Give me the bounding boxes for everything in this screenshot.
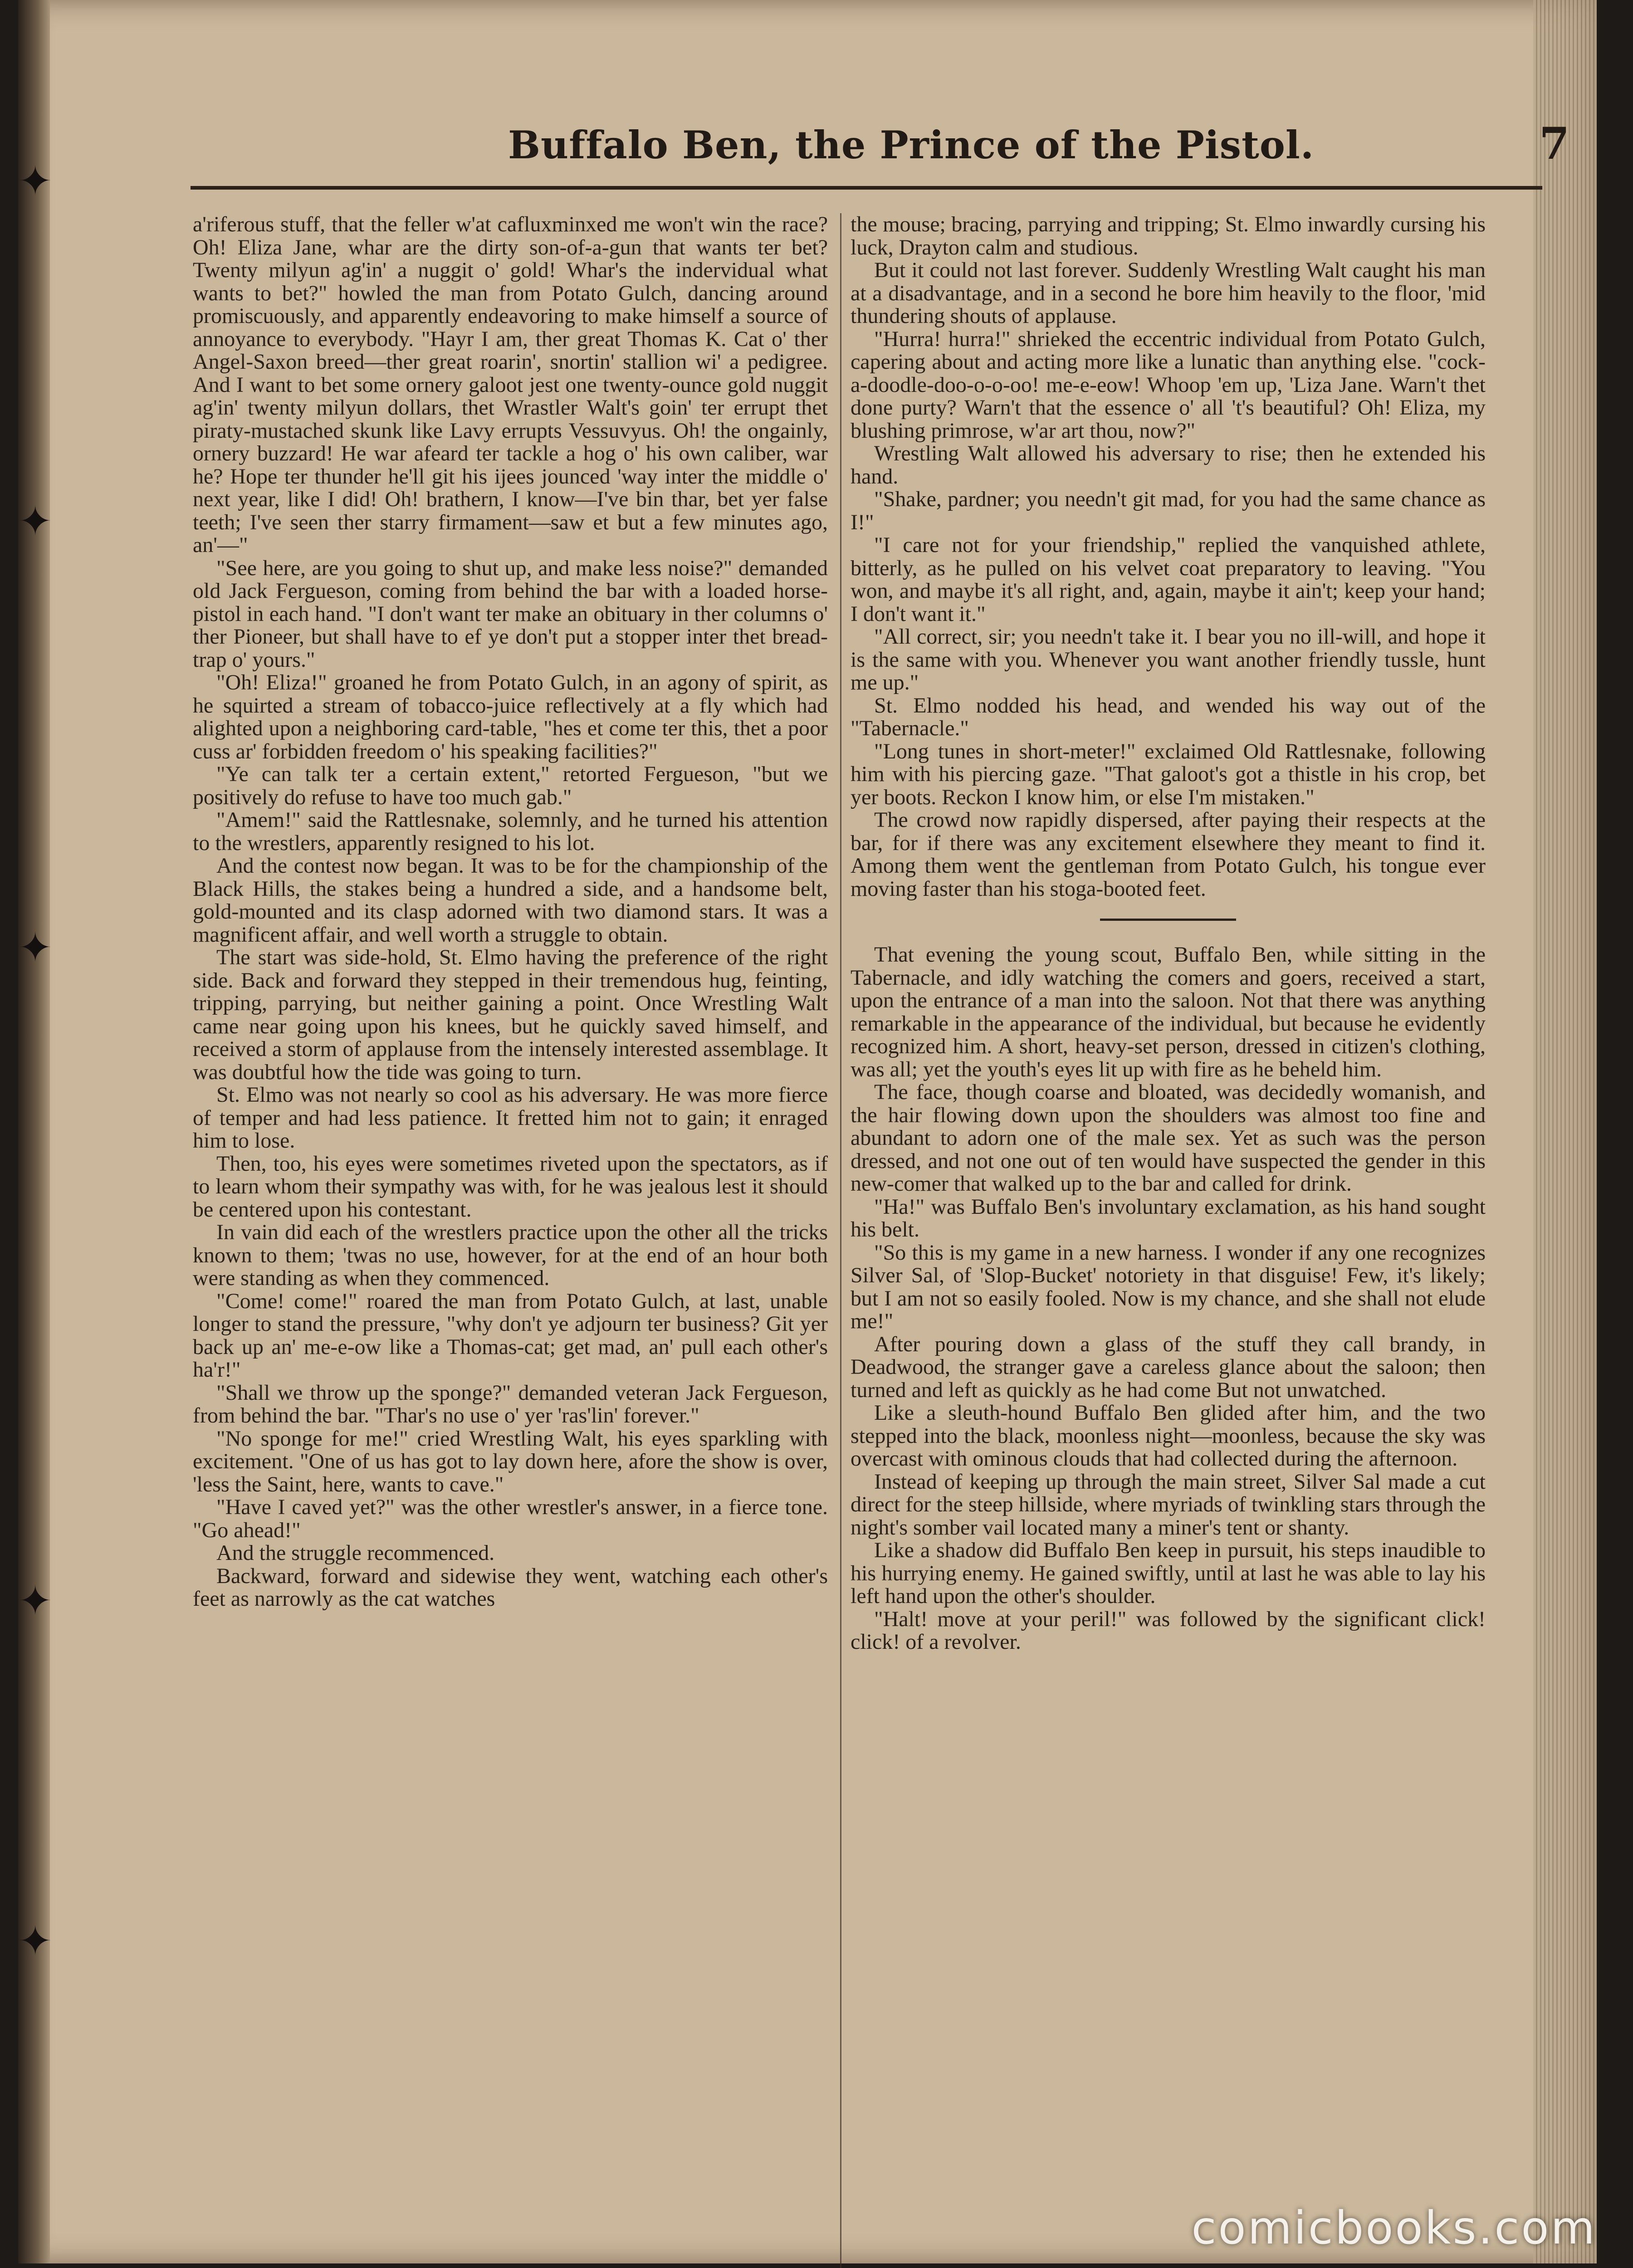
binding-stitch: ✦ bbox=[18, 1577, 53, 1625]
right-column bbox=[851, 213, 1486, 1654]
paragraph: "Oh! Eliza!" groaned he from Potato Gulch, in an agony of spirit, as he squirted a stream of tobacco-juice reflectively at a fly which had alighted upon a neighboring card-table, "hes et come ter this, thet a poor cuss ar' forbidden freedom o' his speaking facilities?" bbox=[193, 670, 828, 763]
column-divider bbox=[840, 213, 841, 2268]
paragraph: Like a shadow did Buffalo Ben keep in pursuit, his steps inaudible to his hurrying enemy. He gained swiftly, until at last he was able to lay his left hand upon the other's shoulder. bbox=[851, 1538, 1486, 1608]
binding-stitch: ✦ bbox=[18, 157, 53, 205]
paragraph: "Long tunes in short-meter!" exclaimed Old Rattlesnake, following him with his piercing gaze. "That galoot's got a thistle in his crop, bet yer boots. Reckon I know him, or else I'm mistaken." bbox=[851, 739, 1486, 809]
paragraph: St. Elmo nodded his head, and wended his way out of the "Tabernacle." bbox=[851, 693, 1486, 740]
paragraph: Like a sleuth-hound Buffalo Ben glided after him, and the two stepped into the black, moonless night—moonless, because the sky was overcast with ominous clouds that had collected during the afternoon. bbox=[851, 1401, 1486, 1471]
paragraph: But it could not last forever. Suddenly Wrestling Walt caught his man at a disadvantage, and in a second he bore him heavily to the floor, 'mid thundering shouts of applause. bbox=[851, 258, 1486, 328]
paragraph: "All correct, sir; you needn't take it. I bear you no ill-will, and hope it is the same with you. Whenever you want another friendly tussle, hunt me up." bbox=[851, 625, 1486, 694]
paragraph: the mouse; bracing, parrying and tripping; St. Elmo inwardly cursing his luck, Drayton calm and studious. bbox=[851, 212, 1486, 259]
scanned-page bbox=[18, 0, 1597, 2263]
header-rule bbox=[191, 186, 1542, 190]
paragraph: Instead of keeping up through the main street, Silver Sal made a cut direct for the steep hillside, where myriads of twinkling stars through the night's somber vail located many a miner's tent or shanty. bbox=[851, 1469, 1486, 1540]
paragraph: "See here, are you going to shut up, and make less noise?" demanded old Jack Fergueson, coming from behind the bar with a loaded horse-pistol in each hand. "I don't want ter make an obituary in ther columns o' ther Pioneer, but shall have to ef ye don't put a stopper inter thet bread-trap o' yours." bbox=[193, 556, 828, 672]
binding-stitch: ✦ bbox=[18, 924, 53, 972]
paragraph: "Have I caved yet?" was the other wrestler's answer, in a fierce tone. "Go ahead!" bbox=[193, 1495, 828, 1542]
paragraph: And the struggle recommenced. bbox=[216, 1541, 495, 1565]
paragraph: And the contest now began. It was to be for the championship of the Black Hills, the stakes being a hundred a side, and a handsome belt, gold-mounted and its clasp adorned with two diamond stars. It was a magnificent affair, and well worth a struggle to obtain. bbox=[193, 854, 828, 947]
paragraph: "Come! come!" roared the man from Potato Gulch, at last, unable longer to stand the pressure, "why don't ye adjourn ter business? Git yer back up an' me-e-ow like a Thomas-cat; get mad, an' pull each other's ha'r!" bbox=[193, 1289, 828, 1382]
page-header bbox=[191, 118, 1569, 177]
paragraph: After pouring down a glass of the stuff they call brandy, in Deadwood, the stranger gave a careless glance about the saloon; then turned and left as quickly as he had come But not unwatched. bbox=[851, 1332, 1486, 1402]
paragraph: Wrestling Walt allowed his adversary to rise; then he extended his hand. bbox=[851, 441, 1486, 489]
paragraph: St. Elmo was not nearly so cool as his adversary. He was more fierce of temper and had less patience. It fretted him not to gain; it enraged him to lose. bbox=[193, 1083, 828, 1153]
binding-stitch: ✦ bbox=[18, 1917, 53, 1965]
paragraph: "Halt! move at your peril!" was followed by the significant click! click! of a revolver. bbox=[851, 1607, 1486, 1654]
paragraph: "Shake, pardner; you needn't git mad, for you had the same chance as I!" bbox=[851, 487, 1486, 534]
binding-stitch: ✦ bbox=[18, 498, 53, 545]
page-number: 7 bbox=[1539, 118, 1569, 169]
paragraph: a'riferous stuff, that the feller w'at cafluxminxed me won't win the race? Oh! Eliza Jane, whar are the dirty son-of-a-gun that wants ter bet? Twenty milyun ag'in' a nuggit o' gold! Whar's the indervidual what wants to bet?" howled the man from Potato Gulch, dancing around promiscuously, and apparently endeavoring to make himself a source of annoyance to everybody. "Hayr I am, ther great Thomas K. Cat o' ther Angel-Saxon breed—ther great roarin', snortin' stallion wi' a pedigree. And I want to bet some ornery galoot jest one twenty-ounce gold nuggit ag'in' twenty milyun dollars, thet Wrastler Walt's goin' ter errupt thet piraty-mustached skunk like Lavy errupts Vessuvyus. Oh! the ongainly, ornery buzzard! He war afeard ter tackle a hog o' his own caliber, war he? Hope ter thunder he'll git his ijees jounced 'way inter the middle o' next year, like I did! Oh! brathern, I know—I've bin thar, bet yer false teeth; I've seen ther starry firmament—saw et but a few minutes ago, an'—" bbox=[193, 212, 828, 557]
paragraph: Then, too, his eyes were sometimes riveted upon the spectators, as if to learn whom their sympathy was with, for he was jealous lest it should be centered upon his contestant. bbox=[193, 1151, 828, 1222]
paragraph: "Shall we throw up the sponge?" demanded veteran Jack Fergueson, from behind the bar. "Thar's no use o' yer 'ras'lin' forever." bbox=[193, 1380, 828, 1427]
paragraph: "Hurra! hurra!" shrieked the eccentric individual from Potato Gulch, capering about and acting more like a lunatic than anything else. "cock-a-doodle-doo-o-o-oo! me-e-eow! Whoop 'em up, 'Liza Jane. Warn't thet done purty? Warn't that the essence o' all 't's beautiful? Oh! Eliza, my blushing primrose, w'ar art thou, now?" bbox=[851, 327, 1486, 443]
section-divider bbox=[1100, 919, 1236, 921]
paragraph: In vain did each of the wrestlers practice upon the other all the tricks known to them; 'twas no use, however, for at the end of an hour both were standing as when they commenced. bbox=[193, 1220, 828, 1290]
paragraph: "I care not for your friendship," replied the vanquished athlete, bitterly, as he pulled on his velvet coat preparatory to leaving. "You won, and maybe it's all right, and, again, maybe it ain't; keep your hand; I don't want it." bbox=[851, 533, 1486, 626]
paragraph: "No sponge for me!" cried Wrestling Walt, his eyes sparkling with excitement. "One of us has got to lay down here, afore the show is over, 'less the Saint, here, wants to cave." bbox=[193, 1426, 828, 1496]
paragraph: "So this is my game in a new harness. I wonder if any one recognizes Silver Sal, of 'Slop-Bucket' notoriety in that disguise! Few, it's likely; but I am not so easily fooled. Now is my chance, and she shall not elude me!" bbox=[851, 1240, 1486, 1333]
left-column bbox=[193, 213, 828, 1611]
paragraph: Backward, forward and sidewise they went, watching each other's feet as narrowly as the cat watches bbox=[193, 1564, 828, 1611]
watermark: comicbooks.com bbox=[1191, 2201, 1597, 2254]
paragraph: That evening the young scout, Buffalo Ben, while sitting in the Tabernacle, and idly watching the comers and goers, received a start, upon the entrance of a man into the saloon. Not that there was anything remarkable in the appearance of the individual, but because he evidently recognized him. A short, heavy-set person, dressed in citizen's clothing, was all; yet the youth's eyes lit up with fire as he beheld him. bbox=[851, 943, 1486, 1081]
running-title: Buffalo Ben, the Prince of the Pistol. bbox=[508, 122, 1315, 167]
paragraph: The crowd now rapidly dispersed, after paying their respects at the bar, for if there was any excitement elsewhere they meant to find it. Among them went the gentleman from Potato Gulch, his tongue ever moving faster than his stoga-booted feet. bbox=[851, 808, 1486, 901]
paragraph: The face, though coarse and bloated, was decidedly womanish, and the hair flowing down upon the shoulders was almost too fine and abundant to adorn one of the male sex. Yet as such was the person dressed, and not one out of ten would have suspected the gender in this new-comer that walked up to the bar and called for drink. bbox=[851, 1080, 1486, 1196]
page-edge bbox=[1533, 0, 1597, 2263]
paragraph: "Amem!" said the Rattlesnake, solemnly, and he turned his attention to the wrestlers, apparently resigned to his lot. bbox=[193, 808, 828, 855]
paragraph: The start was side-hold, St. Elmo having the preference of the right side. Back and forward they stepped in their tremendous hug, feinting, tripping, parrying, but neither gaining a point. Once Wrestling Walt came near going upon his knees, but he quickly saved himself, and received a storm of applause from the intensely interested assemblage. It was doubtful how the tide was going to turn. bbox=[193, 945, 828, 1084]
paragraph: "Ye can talk ter a certain extent," retorted Fergueson, "but we positively do refuse to have too much gab." bbox=[193, 762, 828, 809]
paragraph: "Ha!" was Buffalo Ben's involuntary exclamation, as his hand sought his belt. bbox=[851, 1194, 1486, 1242]
